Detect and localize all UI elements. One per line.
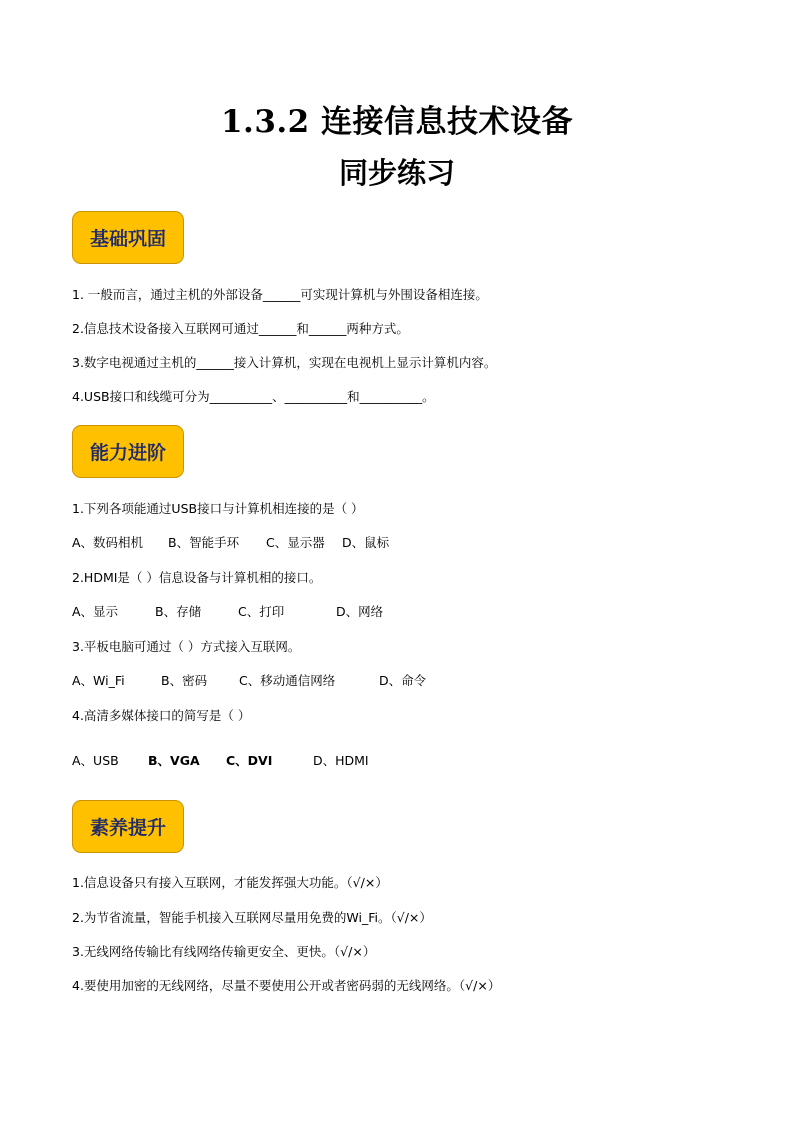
- option: B、VGA: [148, 753, 200, 768]
- document-title: 1.3.2 连接信息技术设备: [220, 104, 574, 140]
- fill-blank-question: 2.信息技术设备接入互联网可通过______和______两种方式。: [72, 321, 409, 336]
- option: D、网络: [336, 604, 384, 619]
- option: A、数码相机: [72, 535, 144, 550]
- choice-question: 1.下列各项能通过USB接口与计算机相连接的是（ ）: [72, 501, 364, 516]
- document-subtitle: 同步练习: [338, 156, 455, 190]
- option: C、DVI: [226, 753, 273, 768]
- option-row: [72, 673, 426, 689]
- choice-question: 3.平板电脑可通过（ ）方式接入互联网。: [72, 639, 301, 654]
- option: D、鼠标: [342, 535, 390, 550]
- option-row: [72, 753, 369, 769]
- option: C、移动通信网络: [239, 673, 336, 688]
- option: D、HDMI: [313, 753, 369, 768]
- section-heading-basic: 基础巩固: [72, 211, 184, 264]
- section-heading-advanced: 能力进阶: [72, 425, 184, 478]
- option: C、显示器: [266, 535, 325, 550]
- option: D、命令: [379, 673, 427, 688]
- option-row: [72, 535, 389, 551]
- option-row: [72, 604, 383, 620]
- option: A、显示: [72, 604, 119, 619]
- true-false-question: 3.无线网络传输比有线网络传输更安全、更快。（√/×）: [72, 944, 376, 959]
- option: A、USB: [72, 753, 119, 768]
- choice-question: 4.高清多媒体接口的简写是（ ）: [72, 708, 251, 723]
- fill-blank-question: 1. 一般而言，通过主机的外部设备______可实现计算机与外围设备相连接。: [72, 287, 488, 302]
- section-heading-literacy: 素养提升: [72, 800, 184, 853]
- true-false-question: 1.信息设备只有接入互联网，才能发挥强大功能。（√/×）: [72, 875, 388, 890]
- option: B、存储: [155, 604, 202, 619]
- option: C、打印: [238, 604, 285, 619]
- fill-blank-question: 4.USB接口和线缆可分为__________、__________和__________。: [72, 389, 435, 404]
- option: B、密码: [161, 673, 208, 688]
- option: A、Wi_Fi: [72, 673, 125, 688]
- choice-question: 2.HDMI是（ ）信息设备与计算机相的接口。: [72, 570, 322, 585]
- true-false-question: 4.要使用加密的无线网络，尽量不要使用公开或者密码弱的无线网络。（√/×）: [72, 978, 501, 993]
- option: B、智能手环: [168, 535, 240, 550]
- true-false-question: 2.为节省流量，智能手机接入互联网尽量用免费的Wi_Fi。（√/×）: [72, 910, 432, 925]
- fill-blank-question: 3.数字电视通过主机的______接入计算机，实现在电视机上显示计算机内容。: [72, 355, 497, 370]
